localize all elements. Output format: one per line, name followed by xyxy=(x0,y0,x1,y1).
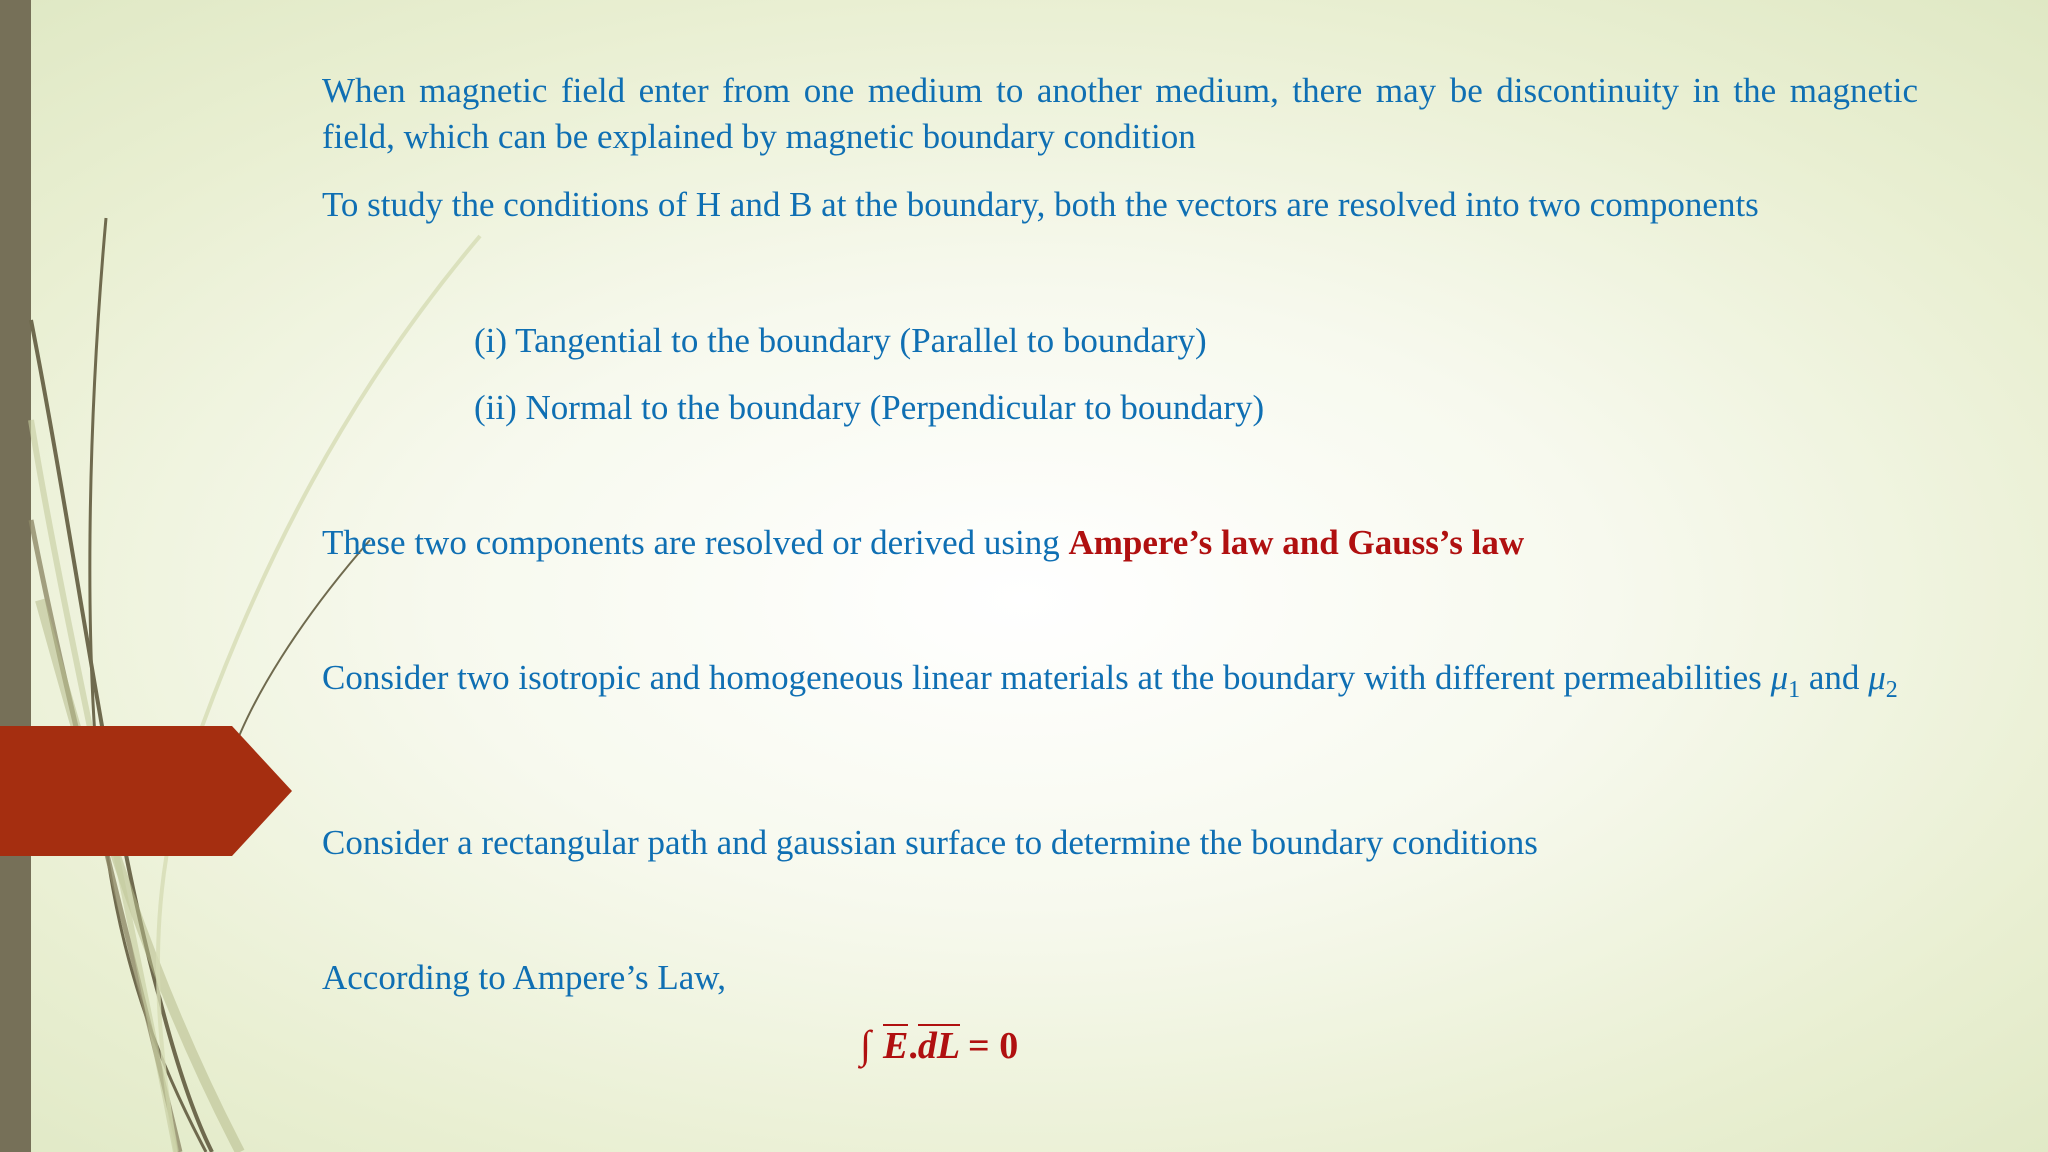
materials-text: Consider two isotropic and homogeneous linear materials at the boundary with different permeabilities xyxy=(322,658,1771,697)
list-item-normal: (ii) Normal to the boundary (Perpendicular to boundary) xyxy=(474,388,1265,427)
swoosh-line-4 xyxy=(40,600,240,1152)
laws-highlight-text: Ampere’s law and Gauss’s law xyxy=(1068,523,1525,562)
list-item-tangential: (i) Tangential to the boundary (Parallel to boundary) xyxy=(474,321,1207,360)
paragraph-laws xyxy=(322,520,1918,566)
mu2-subscript: 2 xyxy=(1885,677,1898,703)
integral-symbol: ∫ xyxy=(860,1022,871,1067)
vector-e: E xyxy=(882,1025,909,1067)
mu1-subscript: 1 xyxy=(1788,677,1801,703)
paragraph-components: To study the conditions of H and B at the boundary, both the vectors are resolved into two components xyxy=(322,185,1759,224)
paragraph-discontinuity: When magnetic field enter from one medium to another medium, there may be discontinuity in the magnetic field, which can be explained by magnetic boundary condition xyxy=(322,71,1918,156)
laws-lead-text: These two components are resolved or derived using xyxy=(322,523,1069,562)
dot-operator: . xyxy=(908,1025,918,1067)
ampere-equation xyxy=(860,1020,1018,1071)
equation-rhs: = 0 xyxy=(968,1025,1019,1067)
red-arrow-tab xyxy=(0,726,292,856)
swoosh-line-6 xyxy=(230,540,370,760)
mu1-symbol: μ xyxy=(1770,658,1789,697)
vector-dl: dL xyxy=(917,1025,961,1067)
paragraph-materials xyxy=(322,655,1918,713)
paragraph-rectangular-path: Consider a rectangular path and gaussian surface to determine the boundary conditions xyxy=(322,823,1538,862)
paragraph-ampere-law: According to Ampere’s Law, xyxy=(322,958,727,997)
mu2-symbol: μ xyxy=(1868,658,1886,697)
mu-and-text: and xyxy=(1800,658,1869,697)
